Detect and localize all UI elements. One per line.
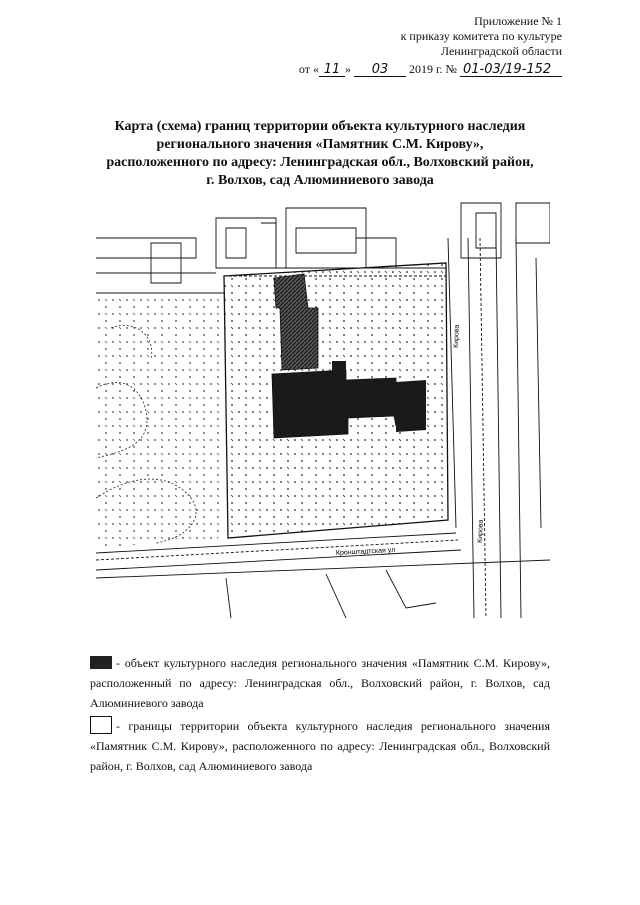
street-label-right-2: Кирова	[477, 519, 485, 544]
legend-object	[90, 653, 550, 713]
appendix-header	[299, 14, 562, 77]
title-line-1: Карта (схема) границ территории объекта культурного наследия	[114, 119, 526, 134]
appendix-label: Приложение № 1	[474, 14, 562, 28]
legend-boundary-text: - границы территории объекта культурного наследия регионального значения «Памятник С.М. Кирову», расположенного по адресу: Ленинградская обл., Волховский район, г. Волхов, сад Алюминиевого завода	[90, 719, 550, 773]
title-line-4: г. Волхов, сад Алюминиевого завода	[206, 173, 434, 188]
order-number: 01-03/19-152	[460, 63, 562, 77]
park-area-left	[96, 298, 224, 548]
legend-object-swatch	[90, 656, 112, 669]
order-reference-line2: Ленинградской области	[440, 44, 562, 58]
cadastral-map	[96, 198, 550, 618]
map-svg	[96, 198, 550, 618]
order-date-number	[299, 62, 562, 77]
legend-boundary-swatch	[90, 716, 112, 734]
legend-boundary	[90, 716, 550, 776]
map-title	[80, 118, 560, 190]
bottom-street	[96, 533, 550, 618]
title-line-3: расположенного по адресу: Ленинградская обл., Волховский район,	[106, 155, 534, 170]
date-prefix: от «	[298, 62, 319, 76]
date-month: 03	[354, 63, 406, 77]
title-line-2: регионального значения «Памятник С.М. Кирову»,	[156, 137, 484, 152]
date-mid: »	[344, 62, 351, 76]
order-reference-line1: к приказу комитета по культуре	[400, 29, 562, 43]
date-year: 2019 г. №	[408, 62, 457, 76]
street-label-bottom: Кронштадтская ул	[335, 546, 396, 557]
street-label-right-1: Кирова	[453, 324, 461, 349]
legend-object-text: - объект культурного наследия регионального значения «Памятник С.М. Кирову», расположенный по адресу: Ленинградская обл., Волховский район, г. Волхов, сад Алюминиевого завода	[90, 656, 550, 710]
date-day: 11	[319, 63, 345, 77]
